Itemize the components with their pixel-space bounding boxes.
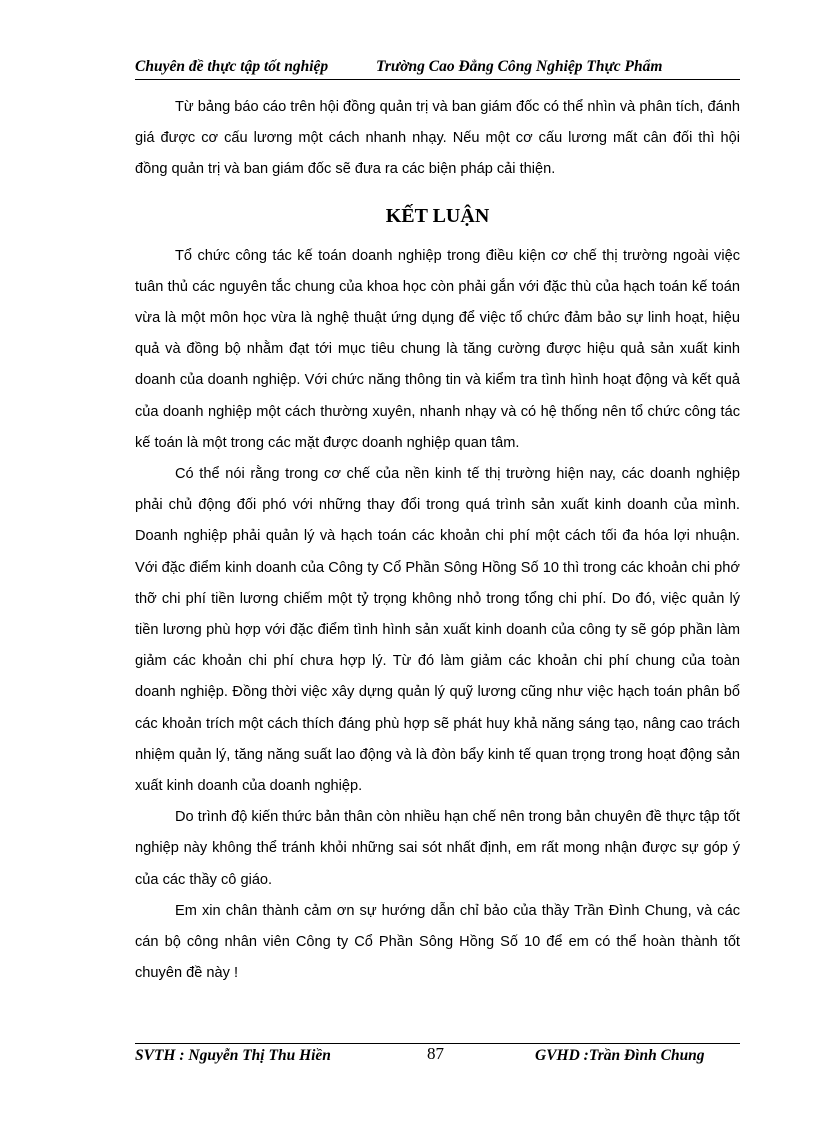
page-number: 87 xyxy=(427,1044,444,1063)
footer-advisor-name: GVHD :Trần Đình Chung xyxy=(535,1047,705,1064)
conclusion-paragraph-1: Tổ chức công tác kế toán doanh nghiệp trong điều kiện cơ chế thị trường ngoài việc tuân thủ các nguyên tắc chung của khoa học còn phải gắn với đặc thù của hạch toán kế toán vừa là một môn học vừa là nghệ thuật ứng dụng để việc tổ chức đảm bảo sự linh hoạt, hiệu quả và đồng bộ nhằm đạt tới mục tiêu chung là tăng cường được hiệu quả sản xuất kinh doanh của doanh nghiệp. Với chức năng thông tin và kiểm tra tình hình hoạt động và kết quả của doanh nghiệp một cách thường xuyên, nhanh nhạy và có hệ thống nên tổ chức công tác kế toán là một trong các mặt được doanh nghiệp quan tâm. xyxy=(135,247,740,451)
conclusion-paragraph-3: Do trình độ kiến thức bản thân còn nhiều hạn chế nên trong bản chuyên đề thực tập tốt nghiệp này không thể tránh khỏi những sai sót nhất định, em rất mong nhận được sự góp ý của các thầy cô giáo. xyxy=(135,809,740,888)
conclusion-paragraph-4: Em xin chân thành cảm ơn sự hướng dẫn chỉ bảo của thầy Trần Đình Chung, và các cán bộ công nhân viên Công ty Cổ Phần Sông Hồng Số 10 để em có thể hoàn thành tốt chuyên đề này ! xyxy=(135,902,740,982)
page-footer xyxy=(135,1043,740,1074)
intro-paragraph: Từ bảng báo cáo trên hội đồng quản trị và ban giám đốc có thể nhìn và phân tích, đánh giá được cơ cấu lương một cách nhanh nhạy. Nếu một cơ cấu lương mất cân đối thì hội đồng quản trị và ban giám đốc sẽ đưa ra các biện pháp cải thiện. xyxy=(135,99,740,178)
page-content xyxy=(135,92,740,989)
header-school-name: Trường Cao Đẳng Công Nghiệp Thực Phẩm xyxy=(376,58,663,75)
header-document-type: Chuyên đề thực tập tốt nghiệp xyxy=(135,58,329,75)
conclusion-paragraph-2: Có thể nói rằng trong cơ chế của nền kinh tế thị trường hiện nay, các doanh nghiệp phải chủ động đối phó với những thay đổi trong quá trình sản xuất kinh doanh của mình. Doanh nghiệp phải quản lý và hạch toán các khoản chi phí một cách tối đa hóa lợi nhuận. Với đặc điểm kinh doanh của Công ty Cổ Phần Sông Hồng Số 10 thì trong các khoản chi phớ thỡ chi phí tiền lương chiếm một tỷ trọng không nhỏ trong tổng chi phí. Do đó, việc quản lý tiền lương phù hợp với đặc điểm tình hình sản xuất kinh doanh của công ty sẽ góp phần làm giảm các khoản chi phí chưa hợp lý. Từ đó làm giảm các khoản chi phí chung của toàn doanh nghiệp. Đồng thời việc xây dựng quản lý quỹ lương cũng như việc hạch toán phân bổ các khoản trích một cách thích đáng phù hợp sẽ phát huy khả năng sáng tạo, nâng cao trách nhiệm quản lý, tăng năng suất lao động và là đòn bẩy kinh tế quan trọng trong hoạt động sản xuất kinh doanh của doanh nghiệp. xyxy=(135,466,740,795)
page-header xyxy=(135,57,740,80)
section-title: KẾT LUẬN xyxy=(385,204,490,227)
footer-student-name: SVTH : Nguyễn Thị Thu Hiền xyxy=(135,1047,331,1064)
